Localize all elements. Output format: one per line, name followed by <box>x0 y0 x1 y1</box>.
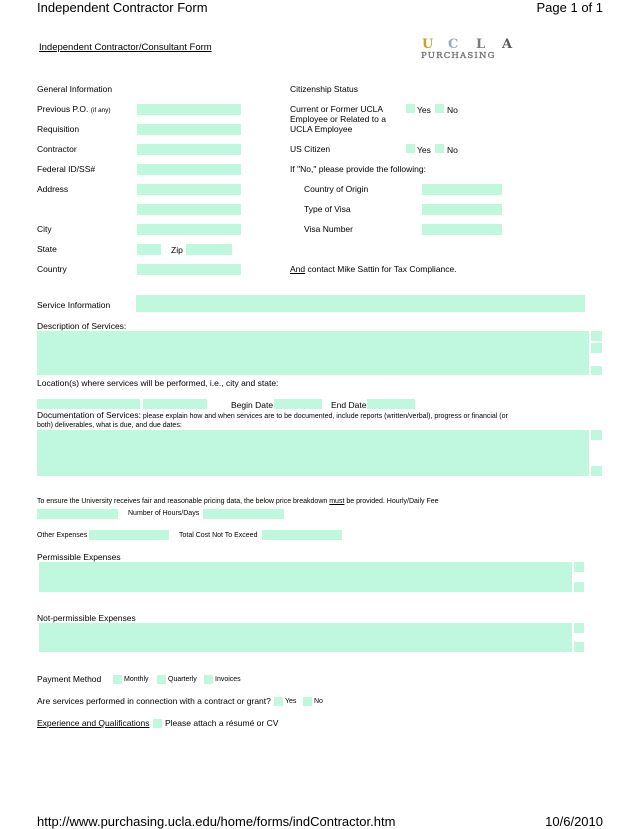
description-label: Description of Services: <box>37 321 127 331</box>
ucla-employee-no-checkbox[interactable] <box>435 104 444 113</box>
location-label: Location(s) where services will be performed, i.e., city and state: <box>37 378 279 388</box>
contractor-input[interactable] <box>137 144 241 155</box>
ucla-employee-yes-checkbox[interactable] <box>406 104 415 113</box>
tax-compliance-note: And contact Mike Sattin for Tax Compliance. <box>290 264 457 274</box>
logo-purchasing: PURCHASING <box>421 51 496 61</box>
state-label: State <box>37 244 57 254</box>
zip-label: Zip <box>171 245 183 255</box>
documentation-scroll-up[interactable] <box>591 430 602 440</box>
payment-invoices-checkbox[interactable] <box>204 675 213 684</box>
hours-input[interactable] <box>203 509 284 519</box>
state-input[interactable] <box>137 244 161 255</box>
contract-no-checkbox[interactable] <box>303 697 312 706</box>
payment-quarterly-checkbox[interactable] <box>157 675 166 684</box>
hourly-fee-input[interactable] <box>37 509 118 519</box>
country-origin-input[interactable] <box>422 184 502 195</box>
location-input-2[interactable] <box>143 399 207 409</box>
total-cost-label: Total Cost Not To Exceed <box>179 532 258 539</box>
payment-quarterly-label: Quarterly <box>168 676 197 683</box>
other-expenses-input[interactable] <box>89 530 169 540</box>
description-scroll-track[interactable] <box>591 343 602 353</box>
requisition-label: Requisition <box>37 124 80 134</box>
federal-id-input[interactable] <box>137 164 241 175</box>
city-input[interactable] <box>137 224 241 235</box>
zip-input[interactable] <box>186 244 232 255</box>
service-heading: Service Information <box>37 300 111 310</box>
form-title: Independent Contractor/Consultant Form <box>39 42 212 53</box>
end-date-input[interactable] <box>367 399 415 409</box>
logo-letter-c: C <box>448 37 459 52</box>
contract-question: Are services performed in connection with a contract or grant? <box>37 696 271 706</box>
begin-date-input[interactable] <box>274 399 322 409</box>
logo-letter-l: L <box>476 37 486 52</box>
documentation-scroll-down[interactable] <box>591 466 602 476</box>
ucla-purchasing-logo <box>418 36 518 62</box>
country-origin-label: Country of Origin <box>304 184 369 194</box>
description-scroll-down[interactable] <box>591 366 602 375</box>
description-textarea[interactable] <box>37 331 589 375</box>
payment-monthly-checkbox[interactable] <box>113 675 122 684</box>
city-label: City <box>37 224 52 234</box>
not-permissible-scroll-up[interactable] <box>574 623 584 633</box>
contract-no-label: No <box>314 698 323 705</box>
payment-monthly-label: Monthly <box>124 676 149 683</box>
not-permissible-scroll-down[interactable] <box>574 642 584 652</box>
ucla-employee-no-label: No <box>447 105 458 115</box>
pricing-note: To ensure the University receives fair and reasonable pricing data, the below price breakdown must be provided. Hourly/Daily Fee <box>37 498 439 505</box>
if-no-note: If "No," please provide the following: <box>290 164 426 174</box>
experience-note: Please attach a résumé or CV <box>165 718 279 728</box>
not-permissible-textarea[interactable] <box>39 623 572 652</box>
visa-type-input[interactable] <box>422 204 502 215</box>
location-input-1[interactable] <box>37 399 140 409</box>
service-information-input[interactable] <box>136 295 585 312</box>
not-permissible-label: Not-permissible Expenses <box>37 613 136 623</box>
experience-checkbox[interactable] <box>153 719 162 728</box>
contract-yes-label: Yes <box>285 698 297 705</box>
experience-label: Experience and Qualifications <box>37 718 150 728</box>
visa-number-input[interactable] <box>422 224 502 235</box>
federal-id-label: Federal ID/SS# <box>37 164 96 174</box>
previous-po-input[interactable] <box>137 104 241 115</box>
us-citizen-yes-checkbox[interactable] <box>406 144 415 153</box>
print-header-page: Page 1 of 1 <box>536 0 603 15</box>
contractor-label: Contractor <box>37 144 77 154</box>
logo-letter-a: A <box>502 37 513 52</box>
address-label: Address <box>37 184 69 194</box>
ucla-employee-label: Current or Former UCLA Employee or Related to a UCLA Employee <box>290 104 386 134</box>
address-input-line2[interactable] <box>137 204 241 215</box>
print-header-title: Independent Contractor Form <box>37 0 208 15</box>
description-scroll-up[interactable] <box>591 331 602 341</box>
general-heading: General Information <box>37 84 113 94</box>
print-footer-date: 10/6/2010 <box>545 814 603 829</box>
permissible-scroll-down[interactable] <box>574 582 584 592</box>
us-citizen-label: US Citizen <box>290 144 331 154</box>
documentation-label-line2: both) deliverables, what is due, and due dates: <box>37 422 182 429</box>
total-cost-input[interactable] <box>262 530 342 540</box>
begin-date-label: Begin Date <box>231 400 274 410</box>
hours-label: Number of Hours/Days <box>128 510 200 517</box>
other-expenses-label: Other Expenses <box>37 532 88 539</box>
permissible-textarea[interactable] <box>39 562 572 592</box>
documentation-textarea[interactable] <box>37 430 589 476</box>
us-citizen-no-checkbox[interactable] <box>435 144 444 153</box>
permissible-label: Permissible Expenses <box>37 552 121 562</box>
end-date-label: End Date <box>331 400 367 410</box>
address-input-line1[interactable] <box>137 184 241 195</box>
ucla-employee-yes-label: Yes <box>417 105 431 115</box>
logo-letter-u: U <box>422 37 434 52</box>
payment-method-label: Payment Method <box>37 674 102 684</box>
payment-invoices-label: Invoices <box>215 676 241 683</box>
citizenship-heading: Citizenship Status <box>290 84 359 94</box>
country-input[interactable] <box>137 264 241 275</box>
us-citizen-no-label: No <box>447 145 458 155</box>
contract-yes-checkbox[interactable] <box>274 697 283 706</box>
country-label: Country <box>37 264 67 274</box>
visa-number-label: Visa Number <box>304 224 353 234</box>
print-footer-url: http://www.purchasing.ucla.edu/home/forms/indContractor.htm <box>37 814 396 829</box>
visa-type-label: Type of Visa <box>304 204 351 214</box>
documentation-label: Documentation of Services: please explain how and when services are to be documented, include reports (written/verbal), progress or financial (or <box>37 410 508 420</box>
us-citizen-yes-label: Yes <box>417 145 431 155</box>
permissible-scroll-up[interactable] <box>574 562 584 572</box>
requisition-input[interactable] <box>137 124 241 135</box>
previous-po-label: Previous P.O. (if any) <box>37 104 111 114</box>
